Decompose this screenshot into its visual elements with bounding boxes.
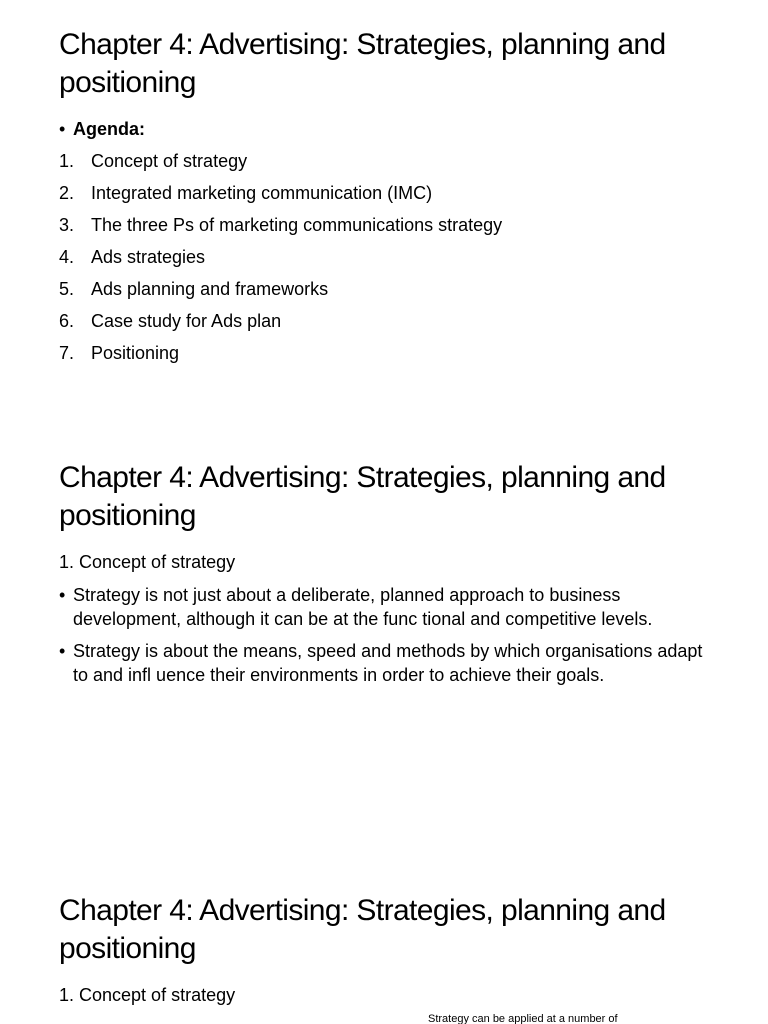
agenda-item-number: 7.	[59, 343, 75, 363]
agenda-item-text: Case study for Ads plan	[91, 311, 282, 331]
agenda-item-number: 4.	[59, 247, 75, 267]
agenda-item-number: 1.	[59, 151, 75, 171]
agenda-item	[59, 245, 502, 277]
agenda-item-text: The three Ps of marketing communications strategy	[91, 215, 503, 235]
agenda-item	[59, 341, 502, 373]
agenda-item-number: 6.	[59, 311, 75, 331]
bullet-marker: •	[59, 641, 66, 661]
agenda-item-number: 2.	[59, 183, 75, 203]
bullet-list	[59, 583, 719, 695]
agenda-item-text: Positioning	[91, 343, 180, 363]
slide-concept-of-strategy	[0, 433, 768, 866]
bullet-text: Strategy is about the means, speed and methods by which organisations adapt to and infl uence their environments in order to achieve their goals.	[73, 641, 703, 685]
agenda-item	[59, 181, 502, 213]
slide-agenda	[0, 0, 768, 433]
side-note: Strategy can be applied at a number of	[428, 1013, 618, 1024]
bullet-marker: •	[59, 119, 66, 139]
agenda-item-text: Ads strategies	[91, 247, 206, 267]
slide-title: Chapter 4: Advertising: Strategies, planning and positioning	[59, 461, 666, 532]
agenda-item	[59, 213, 502, 245]
slide-title: Chapter 4: Advertising: Strategies, planning and positioning	[59, 894, 666, 965]
agenda-item-text: Concept of strategy	[91, 151, 248, 171]
bullet-marker: •	[59, 585, 66, 605]
agenda-item-number: 3.	[59, 215, 75, 235]
bullet-item	[59, 583, 719, 631]
agenda-item	[59, 277, 502, 309]
agenda-item	[59, 149, 502, 181]
slide-concept-of-strategy-continued	[0, 866, 768, 1024]
agenda-list	[59, 149, 502, 373]
agenda-item-text: Integrated marketing communication (IMC)	[91, 183, 433, 203]
section-heading: 1. Concept of strategy	[59, 552, 236, 572]
slide-title: Chapter 4: Advertising: Strategies, planning and positioning	[59, 28, 666, 99]
agenda-item	[59, 309, 502, 341]
section-heading: 1. Concept of strategy	[59, 985, 236, 1005]
bullet-text: Strategy is not just about a deliberate, planned approach to business development, although it can be at the func tional and competitive levels.	[73, 585, 653, 629]
agenda-heading	[59, 117, 145, 141]
agenda-item-number: 5.	[59, 279, 75, 299]
agenda-item-text: Ads planning and frameworks	[91, 279, 329, 299]
agenda-label: Agenda:	[73, 119, 145, 139]
bullet-item	[59, 639, 719, 687]
